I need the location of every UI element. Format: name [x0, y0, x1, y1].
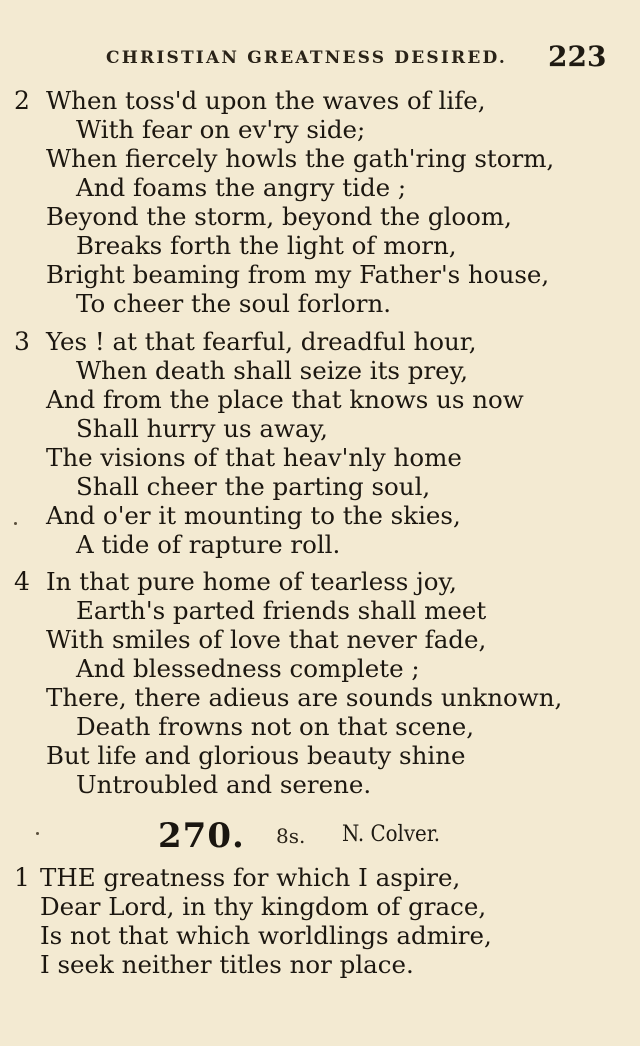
verse-line: But life and glorious beauty shine	[46, 741, 466, 770]
verse-line: Earth's parted friends shall meet	[76, 596, 487, 625]
hymn-author: N. Colver.	[342, 822, 441, 847]
verse-line: When toss'd upon the waves of life,	[46, 86, 486, 115]
verse-line: Dear Lord, in thy kingdom of grace,	[40, 892, 487, 921]
verse-line: Untroubled and serene.	[76, 770, 372, 799]
print-speck	[36, 832, 39, 835]
verse-line: When death shall seize its prey,	[76, 356, 469, 385]
verse-line: There, there adieus are sounds unknown,	[46, 683, 563, 712]
print-speck	[14, 522, 17, 525]
verse-line: To cheer the soul forlorn.	[76, 289, 392, 318]
verse-line: Bright beaming from my Father's house,	[46, 260, 550, 289]
page-number: 223	[548, 40, 607, 73]
stanza-number: 3	[14, 327, 30, 356]
verse-line: The visions of that heav'nly home	[46, 443, 462, 472]
verse-line: Is not that which worldlings admire,	[40, 921, 492, 950]
verse-line: And from the place that knows us now	[46, 385, 524, 414]
stanza-number: 4	[14, 567, 30, 596]
verse-line: And o'er it mounting to the skies,	[46, 501, 461, 530]
verse-line: Shall cheer the parting soul,	[76, 472, 431, 501]
verse-line: Death frowns not on that scene,	[76, 712, 475, 741]
verse-line: And blessedness complete ;	[76, 654, 420, 683]
hymn-heading	[0, 816, 640, 860]
hymn-meter: 8s.	[276, 824, 306, 848]
verse-line: When fiercely howls the gath'ring storm,	[46, 144, 555, 173]
verse-line: I seek neither titles nor place.	[40, 950, 414, 979]
stanza-number: 2	[14, 86, 30, 115]
verse-line: A tide of rapture roll.	[76, 530, 341, 559]
running-head: CHRISTIAN GREATNESS DESIRED.	[106, 48, 507, 68]
verse-line: THE greatness for which I aspire,	[40, 863, 461, 892]
verse-line: Shall hurry us away,	[76, 414, 328, 443]
verse-line: Breaks forth the light of morn,	[76, 231, 457, 260]
verse-line: And foams the angry tide ;	[76, 173, 407, 202]
hymn-number: 270.	[158, 816, 245, 856]
verse-line: With smiles of love that never fade,	[46, 625, 487, 654]
verse-line: With fear on ev'ry side;	[76, 115, 366, 144]
verse-line: Beyond the storm, beyond the gloom,	[46, 202, 512, 231]
verse-line: Yes ! at that fearful, dreadful hour,	[46, 327, 477, 356]
page-header	[0, 38, 640, 78]
verse-line: In that pure home of tearless joy,	[46, 567, 457, 596]
stanza-number: 1	[14, 863, 30, 892]
